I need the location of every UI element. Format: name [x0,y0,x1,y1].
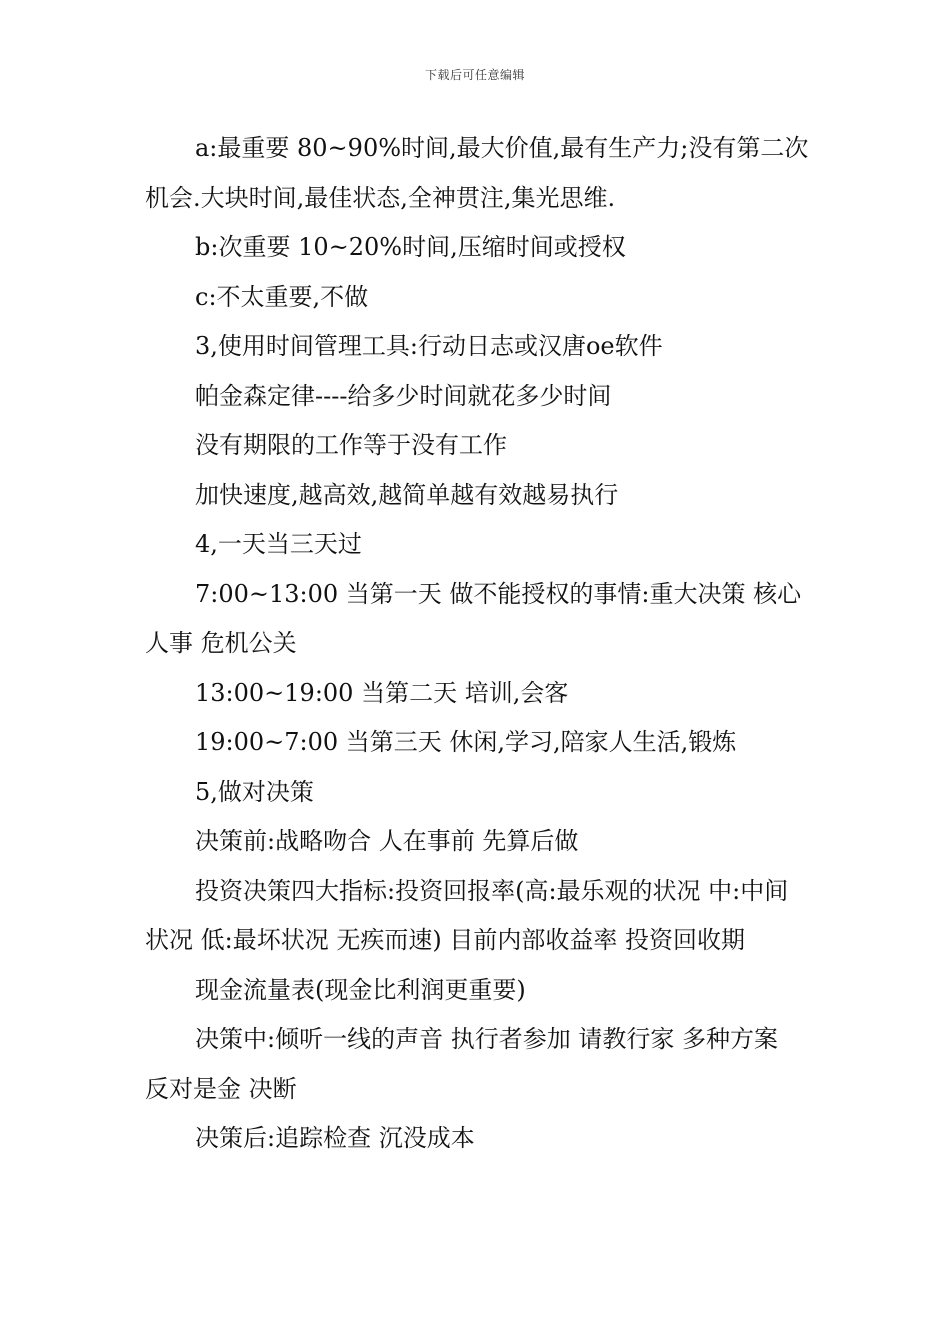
paragraph-during-decision: 决策中:倾听一线的声音 执行者参加 请教行家 多种方案 反对是金 决断 [145,1025,786,1103]
document-body [145,124,809,1164]
paragraph-parkinson-law: 帕金森定律----给多少时间就花多少时间 [195,381,612,410]
paragraph-investment-indicators: 投资决策四大指标:投资回报率(高:最乐观的状况 中:中间状况 低:最坏状况 无疾而速) 目前内部收益率 投资回收期 [145,876,789,954]
paragraph-priority-c: c:不太重要,不做 [195,282,369,311]
paragraph-day-two: 13:00~19:00 当第二天 培训,会客 [195,678,569,707]
paragraph-section-4: 4,一天当三天过 [195,530,362,558]
paragraph-cash-flow: 现金流量表(现金比利润更重要) [195,975,526,1004]
paragraph-day-three: 19:00~7:00 当第三天 休闲,学习,陪家人生活,锻炼 [195,728,737,756]
paragraph-speed: 加快速度,越高效,越简单越有效越易执行 [195,480,619,509]
paragraph-before-decision: 决策前:战略吻合 人在事前 先算后做 [195,827,579,855]
paragraph-priority-b: b:次重要 10~20%时间,压缩时间或授权 [195,233,626,261]
paragraph-day-one: 7:00~13:00 当第一天 做不能授权的事情:重大决策 核心人事 危机公关 [145,579,802,657]
paragraph-section-3: 3,使用时间管理工具:行动日志或汉唐oe软件 [195,332,663,360]
page-header: 下载后可任意编辑 [424,68,525,82]
paragraph-priority-a: a:最重要 80~90%时间,最大价值,最有生产力;没有第二次机会.大块时间,最佳状态,全神贯注,集光思维. [145,134,809,212]
paragraph-section-5: 5,做对决策 [195,777,314,806]
paragraph-after-decision: 决策后:追踪检查 沉没成本 [195,1124,475,1152]
paragraph-no-deadline: 没有期限的工作等于没有工作 [195,431,507,459]
